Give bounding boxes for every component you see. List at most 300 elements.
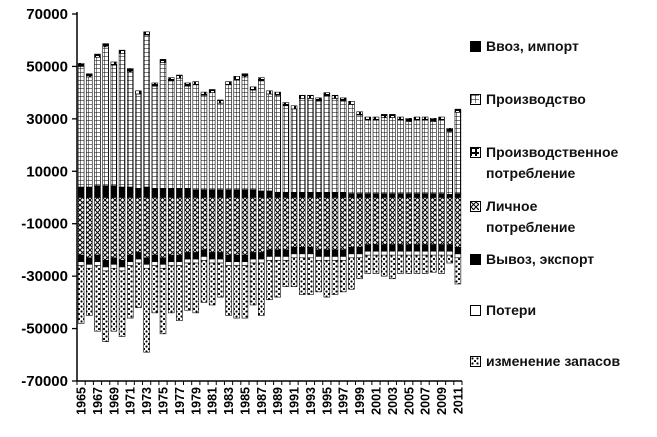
bar-segment-1987-s5	[258, 259, 264, 263]
bar-segment-1970-s2	[119, 50, 125, 53]
bar-segment-1986-s1	[250, 90, 256, 190]
y-axis-ticks	[21, 6, 77, 390]
bar-segment-1999-s5	[357, 254, 363, 258]
legend-item	[470, 249, 594, 270]
bar-segment-1990-s2	[283, 103, 289, 106]
legend	[470, 0, 657, 437]
bar-segment-1982-s3	[217, 198, 223, 253]
bar-segment-1991-s3	[291, 198, 297, 248]
bar-segment-2002-s2	[381, 114, 387, 117]
bar-segment-1969-s0	[111, 186, 117, 198]
bar-segment-2006-s4	[414, 245, 420, 252]
bar-segment-1979-s2	[193, 82, 199, 85]
legend-swatch	[470, 254, 481, 265]
bar-segment-1999-s1	[357, 115, 363, 194]
bar-segment-2007-s6	[422, 255, 428, 273]
bar-segment-1985-s3	[242, 198, 248, 256]
bar-segment-1983-s4	[226, 255, 232, 262]
bar-segment-1968-s3	[103, 198, 109, 261]
bar-segment-1997-s6	[340, 260, 346, 291]
bar-segment-1992-s0	[299, 193, 305, 198]
bar-segment-1972-s1	[135, 94, 141, 188]
bar-segment-1973-s3	[144, 198, 150, 258]
bar-segment-2002-s4	[381, 245, 387, 252]
bar-segment-1996-s3	[332, 198, 338, 250]
bar-segment-1993-s4	[308, 247, 314, 254]
bar-segment-2000-s3	[365, 198, 371, 245]
bar-segment-1987-s4	[258, 253, 264, 260]
bar-segment-2001-s3	[373, 198, 379, 245]
bar-segment-1966-s6	[86, 268, 92, 315]
bar-segment-2008-s5	[430, 251, 436, 255]
bar-segment-1991-s1	[291, 109, 297, 193]
bar-segment-1991-s5	[291, 254, 297, 258]
bar-segment-2009-s3	[439, 198, 445, 245]
bar-segment-1973-s0	[144, 187, 150, 197]
bar-segment-1969-s3	[111, 198, 117, 258]
bar-segment-1977-s6	[176, 266, 182, 321]
bar-segment-2004-s1	[398, 120, 404, 193]
bar-segment-1978-s1	[185, 86, 191, 188]
bar-segment-1985-s4	[242, 255, 248, 262]
bar-segment-1968-s6	[103, 271, 109, 342]
bar-segment-1999-s2	[357, 112, 363, 115]
bar-segment-2003-s1	[389, 118, 395, 194]
x-tick-label: 1983	[222, 387, 237, 415]
bar-segment-1996-s6	[332, 260, 338, 294]
bar-segment-2006-s2	[414, 117, 420, 120]
bar-segment-1989-s0	[275, 192, 281, 197]
bar-segment-1980-s2	[201, 92, 207, 95]
bar-segment-1997-s4	[340, 250, 346, 257]
bar-segment-1971-s1	[127, 72, 133, 187]
x-tick-label: 1973	[140, 387, 155, 415]
bar-segment-1980-s1	[201, 95, 207, 189]
bar-segment-1980-s0	[201, 190, 207, 198]
bar-segment-1990-s3	[283, 198, 289, 250]
bar-segment-1966-s5	[86, 264, 92, 268]
bar-segment-1976-s0	[168, 188, 174, 197]
bar-segment-2009-s5	[439, 251, 445, 255]
bar-segment-1987-s2	[258, 78, 264, 81]
bar-segment-1984-s5	[234, 262, 240, 266]
bar-segment-2000-s1	[365, 120, 371, 193]
bar-segment-1979-s1	[193, 85, 199, 190]
bar-segment-1973-s4	[144, 258, 150, 265]
bar-segment-2008-s6	[430, 255, 436, 272]
bar-segment-1990-s4	[283, 250, 289, 257]
bar-segment-2004-s0	[398, 194, 404, 198]
bar-segment-2011-s1	[455, 112, 461, 193]
bar-segment-1975-s0	[160, 188, 166, 197]
bar-segment-1983-s2	[226, 82, 232, 85]
bar-segment-1992-s2	[299, 95, 305, 98]
bar-segment-1998-s1	[348, 104, 354, 193]
bar-segment-1988-s2	[267, 91, 273, 94]
bar-segment-1994-s0	[316, 193, 322, 198]
bar-segment-1966-s1	[86, 77, 92, 187]
bar-segment-1971-s4	[127, 255, 133, 262]
bar-segment-1973-s6	[144, 268, 150, 352]
bar-segment-1980-s6	[201, 260, 207, 302]
bar-segment-1970-s0	[119, 187, 125, 197]
bar-segment-1968-s0	[103, 186, 109, 198]
bar-segment-1974-s1	[152, 86, 158, 188]
legend-item	[470, 351, 620, 372]
bar-segment-1968-s5	[103, 267, 109, 271]
y-tick-label: 30000	[26, 110, 68, 128]
bar-segment-1981-s3	[209, 198, 215, 253]
bar-segment-1985-s0	[242, 190, 248, 198]
legend-label: Личное потребление	[486, 198, 576, 235]
bar-segment-1970-s6	[119, 271, 125, 337]
legend-swatch	[470, 305, 481, 316]
bar-segment-1974-s5	[152, 262, 158, 266]
bar-segment-2010-s5	[447, 251, 453, 255]
bar-segment-1993-s5	[308, 254, 314, 258]
bar-segment-1973-s2	[144, 32, 150, 35]
bar-segment-1984-s6	[234, 266, 240, 318]
legend-item	[470, 36, 579, 57]
bar-segment-1971-s0	[127, 187, 133, 197]
bar-segment-1992-s3	[299, 198, 305, 248]
bar-segment-1978-s3	[185, 198, 191, 253]
bar-segment-1971-s5	[127, 262, 133, 266]
bar-segment-1983-s5	[226, 262, 232, 266]
bar-segment-1997-s0	[340, 193, 346, 198]
bar-segment-1984-s4	[234, 255, 240, 262]
bar-segment-2011-s4	[455, 247, 461, 254]
bar-segment-2001-s0	[373, 194, 379, 198]
bar-segment-2007-s5	[422, 251, 428, 255]
bar-segment-2001-s1	[373, 120, 379, 193]
bar-segment-1997-s2	[340, 98, 346, 101]
bar-segment-1984-s3	[234, 198, 240, 256]
bar-segment-2001-s5	[373, 251, 379, 255]
bar-segment-1969-s2	[111, 62, 117, 65]
bar-segment-1971-s3	[127, 198, 133, 256]
bar-segment-2007-s1	[422, 120, 428, 193]
bar-segment-1971-s6	[127, 266, 133, 318]
bar-segment-2007-s0	[422, 194, 428, 198]
bar-segment-1978-s4	[185, 253, 191, 260]
bar-segment-1969-s6	[111, 268, 117, 331]
bar-segment-1969-s5	[111, 264, 117, 268]
bar-segment-2011-s2	[455, 109, 461, 112]
x-axis-ticks	[75, 381, 466, 415]
bar-segment-2007-s2	[422, 117, 428, 120]
bar-segment-1986-s5	[250, 259, 256, 263]
y-tick-label: 10000	[26, 163, 68, 181]
bar-segment-2008-s2	[430, 118, 436, 121]
bar-segment-1979-s3	[193, 198, 199, 253]
legend-swatch	[470, 201, 481, 212]
bar-segment-1976-s3	[168, 198, 174, 256]
bar-segment-1988-s1	[267, 94, 273, 191]
bar-segment-2004-s2	[398, 117, 404, 120]
bar-segment-2003-s6	[389, 255, 395, 279]
bar-segment-1977-s2	[176, 75, 182, 78]
bar-segment-1999-s4	[357, 247, 363, 254]
bar-segment-1983-s6	[226, 266, 232, 316]
bar-segment-2009-s1	[439, 120, 445, 193]
bar-segment-1986-s6	[250, 263, 256, 305]
bar-segment-1994-s2	[316, 98, 322, 101]
bar-segment-2006-s3	[414, 198, 420, 245]
bar-segment-1970-s3	[119, 198, 125, 261]
x-tick-label: 1997	[336, 387, 351, 415]
bar-segment-2005-s0	[406, 194, 412, 198]
bar-segment-1965-s3	[78, 198, 84, 256]
bar-segment-1996-s0	[332, 193, 338, 198]
bar-segment-1967-s4	[95, 255, 101, 262]
legend-label: Производство	[486, 91, 586, 107]
bar-segment-1987-s0	[258, 191, 264, 198]
bar-segment-1973-s5	[144, 264, 150, 268]
bar-segment-2010-s6	[447, 255, 453, 263]
bar-segment-1974-s4	[152, 255, 158, 262]
bar-segment-2010-s4	[447, 245, 453, 252]
legend-swatch	[470, 356, 481, 367]
bar-segment-2002-s6	[381, 255, 387, 276]
x-tick-label: 1981	[205, 387, 220, 415]
bar-segment-2006-s5	[414, 251, 420, 255]
bar-segment-1977-s1	[176, 78, 182, 188]
x-tick-label: 2005	[402, 387, 417, 415]
bar-segment-2005-s1	[406, 121, 412, 193]
bar-segment-1985-s2	[242, 74, 248, 77]
bar-segment-2005-s6	[406, 255, 412, 273]
bar-segment-2004-s5	[398, 251, 404, 255]
x-tick-label: 1969	[107, 387, 122, 415]
bar-segment-1967-s2	[95, 54, 101, 57]
y-tick-label: -70000	[21, 373, 68, 390]
bar-segment-1989-s5	[275, 256, 281, 260]
legend-swatch	[470, 41, 481, 52]
bar-segment-1975-s1	[160, 63, 166, 189]
bar-segment-2008-s0	[430, 194, 436, 198]
bar-segment-1983-s1	[226, 85, 232, 190]
legend-label: Производственное потребление	[486, 144, 619, 181]
x-tick-label: 1989	[271, 387, 286, 415]
bar-segment-1971-s2	[127, 69, 133, 72]
bar-segment-1986-s0	[250, 190, 256, 198]
bar-segment-1969-s1	[111, 65, 117, 186]
bar-segment-1972-s3	[135, 198, 141, 253]
bar-segment-1980-s5	[201, 256, 207, 260]
bar-segment-1998-s6	[348, 258, 354, 289]
bar-segment-1967-s6	[95, 266, 101, 332]
bar-segment-1982-s5	[217, 259, 223, 263]
bar-segment-2002-s3	[381, 198, 387, 245]
bar-segment-1980-s3	[201, 198, 207, 250]
bar-segment-1966-s4	[86, 258, 92, 265]
bar-segment-1972-s0	[135, 188, 141, 197]
bar-segment-1999-s6	[357, 258, 363, 279]
bar-segment-2011-s0	[455, 194, 461, 198]
bar-segment-1977-s5	[176, 262, 182, 266]
bar-segment-2002-s0	[381, 194, 387, 198]
bar-segment-2002-s5	[381, 251, 387, 255]
bar-segment-1995-s2	[324, 93, 330, 96]
bar-segment-2003-s2	[389, 114, 395, 117]
bar-segment-1992-s4	[299, 247, 305, 254]
bar-segment-1965-s5	[78, 262, 84, 266]
bar-segment-2005-s5	[406, 251, 412, 255]
bar-segment-2004-s6	[398, 255, 404, 273]
bar-segment-1981-s6	[209, 263, 215, 305]
bar-segment-2009-s0	[439, 194, 445, 198]
bar-segment-1990-s5	[283, 256, 289, 260]
legend-item	[470, 142, 657, 184]
bar-segment-1994-s3	[316, 198, 322, 250]
bar-segment-1992-s1	[299, 98, 305, 192]
bar-segment-1998-s5	[348, 254, 354, 258]
x-tick-label: 1975	[156, 387, 171, 415]
bar-segment-1993-s1	[308, 98, 314, 192]
bar-segment-1965-s4	[78, 255, 84, 262]
bar-segment-1967-s3	[95, 198, 101, 256]
bar-segment-1995-s1	[324, 96, 330, 193]
bar-segment-2010-s0	[447, 194, 453, 197]
bar-segment-1996-s4	[332, 250, 338, 257]
bar-segment-1995-s5	[324, 256, 330, 260]
bar-segment-2010-s1	[447, 131, 453, 194]
bar-segment-1966-s0	[86, 187, 92, 197]
bar-segment-1993-s2	[308, 95, 314, 98]
bar-segment-1995-s3	[324, 198, 330, 250]
bar-segment-1981-s2	[209, 90, 215, 93]
legend-label: Потери	[486, 302, 537, 318]
bar-segment-1988-s3	[267, 198, 273, 250]
bar-segment-2004-s3	[398, 198, 404, 245]
bar-segment-1976-s6	[168, 266, 174, 313]
bar-segment-1974-s6	[152, 266, 158, 313]
bar-segment-2006-s0	[414, 194, 420, 198]
bar-segment-1993-s3	[308, 198, 314, 248]
bar-segment-1974-s2	[152, 83, 158, 86]
bar-segment-2003-s0	[389, 194, 395, 198]
bar-segment-1965-s1	[78, 66, 84, 187]
bar-segment-1972-s4	[135, 253, 141, 260]
bar-segment-1965-s2	[78, 63, 84, 66]
legend-item	[470, 89, 586, 110]
x-tick-label: 2001	[369, 387, 384, 415]
bar-segment-1983-s0	[226, 190, 232, 198]
bar-segment-1986-s3	[250, 198, 256, 253]
bar-segment-2006-s1	[414, 120, 420, 193]
bar-segment-1968-s2	[103, 44, 109, 47]
bar-segment-1968-s4	[103, 260, 109, 267]
bar-segment-2007-s3	[422, 198, 428, 245]
x-tick-label: 1967	[90, 387, 105, 415]
bar-segment-1970-s5	[119, 267, 125, 271]
bar-segment-1972-s5	[135, 259, 141, 263]
bar-segment-1981-s0	[209, 190, 215, 198]
bar-segment-1976-s2	[168, 78, 174, 81]
legend-label: изменение запасов	[486, 353, 621, 369]
bar-segment-1967-s5	[95, 262, 101, 266]
bar-segment-2007-s4	[422, 245, 428, 252]
legend-item	[470, 196, 626, 238]
bar-segment-1998-s3	[348, 198, 354, 248]
bar-segment-1992-s6	[299, 258, 305, 295]
bar-segment-1972-s6	[135, 263, 141, 308]
bar-segment-1989-s3	[275, 198, 281, 250]
y-tick-label: -10000	[21, 215, 68, 233]
bar-segment-2001-s4	[373, 245, 379, 252]
bar-segment-1984-s1	[234, 80, 240, 190]
x-tick-label: 2007	[418, 387, 433, 415]
legend-swatch	[470, 94, 481, 105]
bar-segment-2006-s6	[414, 255, 420, 273]
bar-segment-2009-s6	[439, 255, 445, 273]
bar-segment-1970-s4	[119, 260, 125, 267]
y-tick-label: 70000	[26, 6, 68, 23]
bar-segment-1989-s4	[275, 250, 281, 257]
bar-segment-1967-s1	[95, 57, 101, 185]
y-tick-label: -30000	[21, 268, 68, 286]
legend-label: Вывоз, экспорт	[486, 251, 595, 267]
bar-segment-1978-s5	[185, 259, 191, 263]
bar-segment-2008-s3	[430, 198, 436, 245]
bar-segment-1981-s5	[209, 259, 215, 263]
bar-segment-1990-s1	[283, 106, 289, 193]
bar-segment-1997-s5	[340, 256, 346, 260]
bar-segment-2000-s6	[365, 255, 371, 273]
bar-segment-1966-s3	[86, 198, 92, 258]
bar-segment-2008-s4	[430, 245, 436, 252]
bar-segment-1967-s0	[95, 186, 101, 198]
x-tick-label: 1995	[320, 387, 335, 415]
bar-segment-2004-s4	[398, 245, 404, 252]
bar-segment-2003-s3	[389, 198, 395, 245]
bar-segment-1991-s6	[291, 258, 297, 287]
bar-segment-1988-s6	[267, 260, 273, 299]
bar-segment-2003-s4	[389, 245, 395, 252]
bar-segment-1991-s2	[291, 106, 297, 109]
bar-segment-2000-s2	[365, 117, 371, 120]
bar-segment-1990-s0	[283, 192, 289, 197]
bar-segment-2011-s3	[455, 198, 461, 248]
bar-segment-2009-s2	[439, 117, 445, 120]
bar-segment-1998-s4	[348, 247, 354, 254]
bar-segment-1989-s6	[275, 260, 281, 297]
bar-segment-1977-s0	[176, 188, 182, 197]
bar-segment-1995-s6	[324, 260, 330, 297]
x-tick-label: 2003	[385, 387, 400, 415]
bar-segment-1968-s1	[103, 47, 109, 186]
x-tick-label: 1999	[353, 387, 368, 415]
bar-segment-1980-s4	[201, 250, 207, 257]
bar-segment-1985-s1	[242, 77, 248, 190]
x-tick-label: 1987	[254, 387, 269, 415]
bar-segment-2011-s5	[455, 254, 461, 258]
bar-segment-1976-s1	[168, 81, 174, 188]
bar-segment-1974-s0	[152, 188, 158, 197]
bar-segment-2000-s5	[365, 251, 371, 255]
bar-segment-2008-s1	[430, 121, 436, 193]
bar-segment-1995-s4	[324, 250, 330, 257]
bar-segment-1994-s4	[316, 250, 322, 257]
bar-segment-1979-s6	[193, 263, 199, 313]
bar-segment-1985-s6	[242, 266, 248, 318]
bar-segment-1988-s0	[267, 191, 273, 198]
bar-segment-1990-s6	[283, 260, 289, 286]
bar-segment-1982-s6	[217, 263, 223, 297]
bar-segment-2001-s2	[373, 117, 379, 120]
bar-segment-2005-s3	[406, 198, 412, 245]
